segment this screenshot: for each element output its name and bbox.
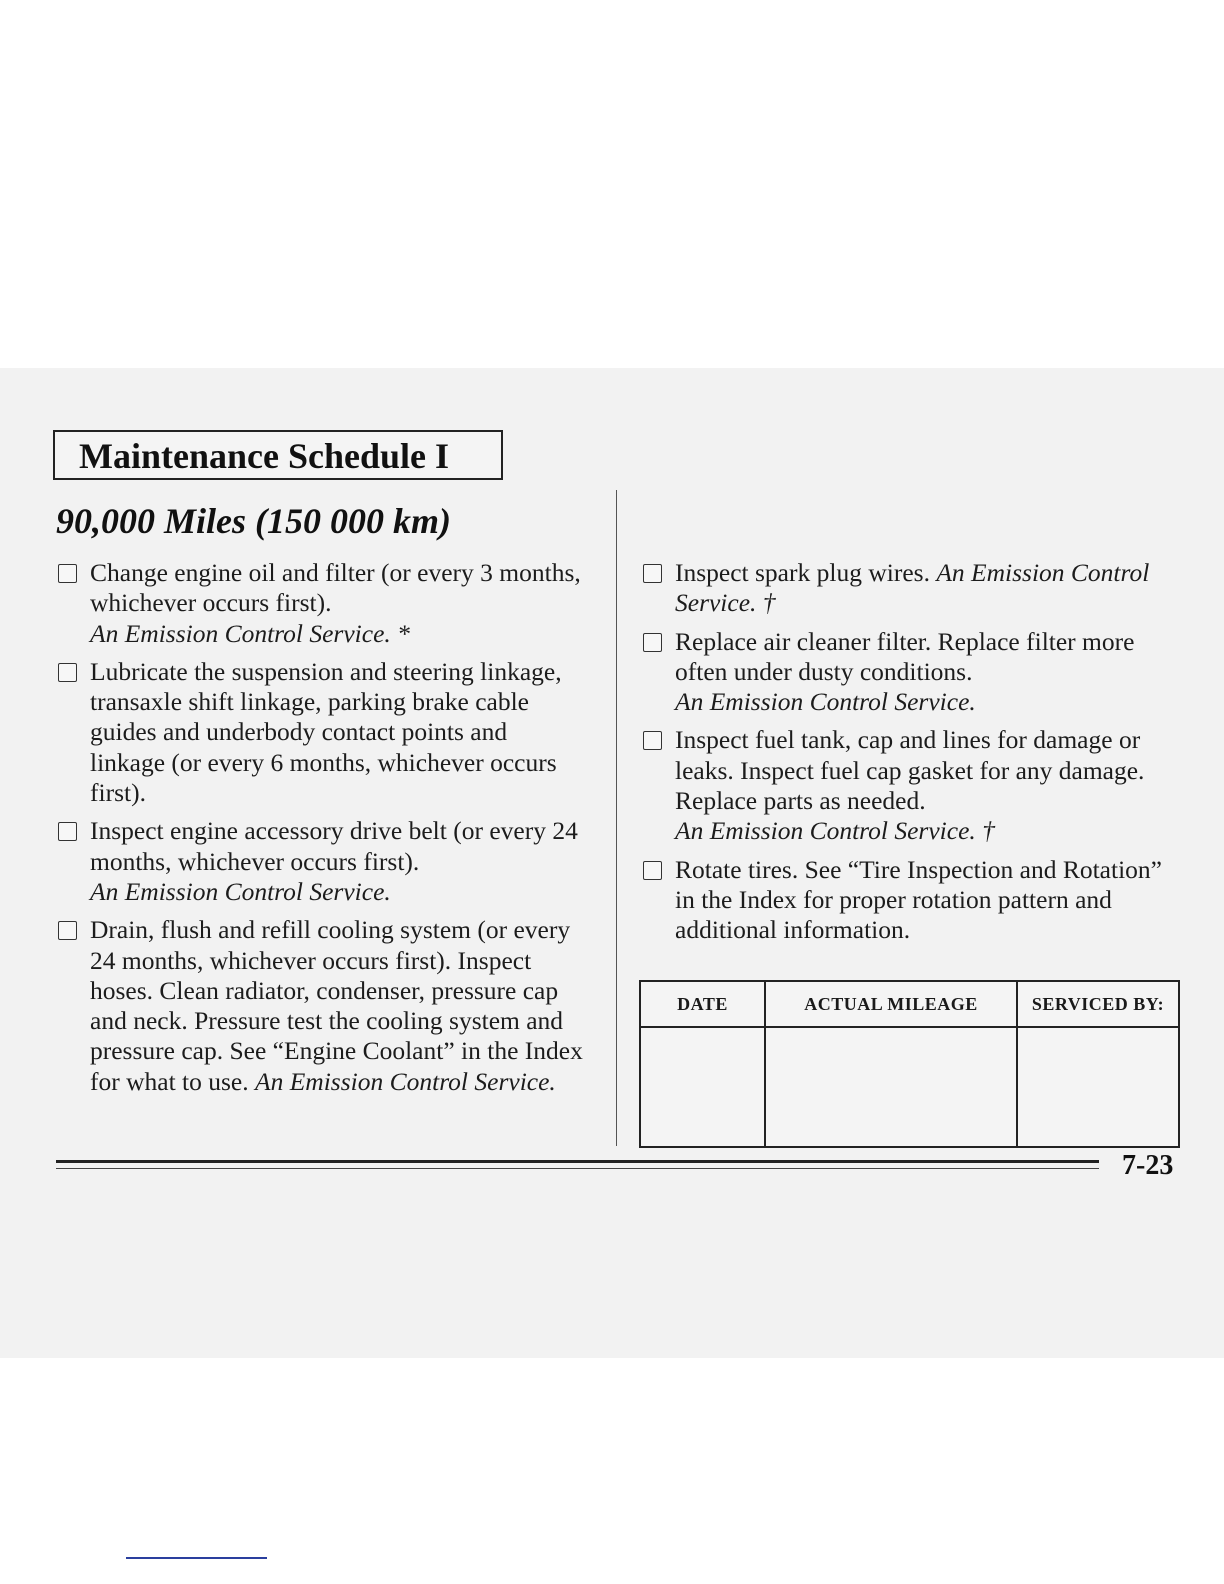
item-note: An Emission Control Service. [90, 876, 391, 906]
checklist-item [57, 915, 587, 1097]
checkbox[interactable] [643, 564, 662, 583]
serviced-by-header: SERVICED BY: [1017, 981, 1179, 1027]
date-cell[interactable] [640, 1027, 765, 1147]
checklist-item [57, 657, 587, 808]
footer-link-underline [126, 1557, 267, 1559]
item-text: Drain, flush and refill cooling system (or every 24 months, whichever occurs first). Inspect hoses. Clean radiator, condenser, pressure cap and neck. Pressure test the cooling system and pressure cap. See “Engine Coolant” in the Index for what to use. [90, 915, 583, 1096]
item-text: Rotate tires. See “Tire Inspection and Rotation” in the Index for proper rotation pattern and additional information. [675, 854, 1162, 945]
item-text: Lubricate the suspension and steering linkage, transaxle shift linkage, parking brake cable guides and underbody contact points and linkage (or every 6 months, whichever occurs first). [90, 656, 562, 808]
left-checklist [57, 558, 587, 1105]
item-note: An Emission Control Service. * [90, 618, 410, 648]
mileage-header: ACTUAL MILEAGE [765, 981, 1017, 1027]
item-note: An Emission Control Service. † [675, 558, 1150, 618]
checkbox[interactable] [643, 861, 662, 880]
item-note: An Emission Control Service. [255, 1066, 556, 1096]
checkbox[interactable] [58, 921, 77, 940]
footer-rule [56, 1160, 1099, 1163]
checkbox[interactable] [58, 822, 77, 841]
serviced-by-cell[interactable] [1017, 1027, 1179, 1147]
page-number: 7-23 [1122, 1150, 1174, 1181]
mileage-cell[interactable] [765, 1027, 1017, 1147]
item-note: An Emission Control Service. † [675, 816, 995, 846]
checklist-item [57, 816, 587, 907]
footer-rule-thin [56, 1168, 1099, 1169]
checklist-item [642, 558, 1182, 619]
page-title: Maintenance Schedule I [53, 430, 503, 480]
checklist-item [642, 725, 1182, 846]
item-note: An Emission Control Service. [675, 687, 976, 717]
item-text: Change engine oil and filter (or every 3 months, whichever occurs first). [90, 558, 581, 618]
checkbox[interactable] [58, 564, 77, 583]
checkbox[interactable] [58, 663, 77, 682]
column-divider [616, 490, 617, 1146]
checklist-item [642, 855, 1182, 946]
right-checklist [642, 558, 1182, 954]
checklist-item [57, 558, 587, 649]
item-text: Replace air cleaner filter. Replace filter more often under dusty conditions. [675, 626, 1135, 686]
item-text: Inspect engine accessory drive belt (or every 24 months, whichever occurs first). [90, 816, 578, 876]
checklist-item [642, 627, 1182, 718]
item-text: Inspect spark plug wires. [675, 558, 930, 587]
item-text: Inspect fuel tank, cap and lines for damage or leaks. Inspect fuel cap gasket for any damage. Replace parts as needed. [675, 725, 1145, 816]
checkbox[interactable] [643, 633, 662, 652]
service-log-table [639, 980, 1180, 1148]
date-header: DATE [640, 981, 765, 1027]
mileage-heading: 90,000 Miles (150 000 km) [56, 501, 451, 541]
checkbox[interactable] [643, 731, 662, 750]
